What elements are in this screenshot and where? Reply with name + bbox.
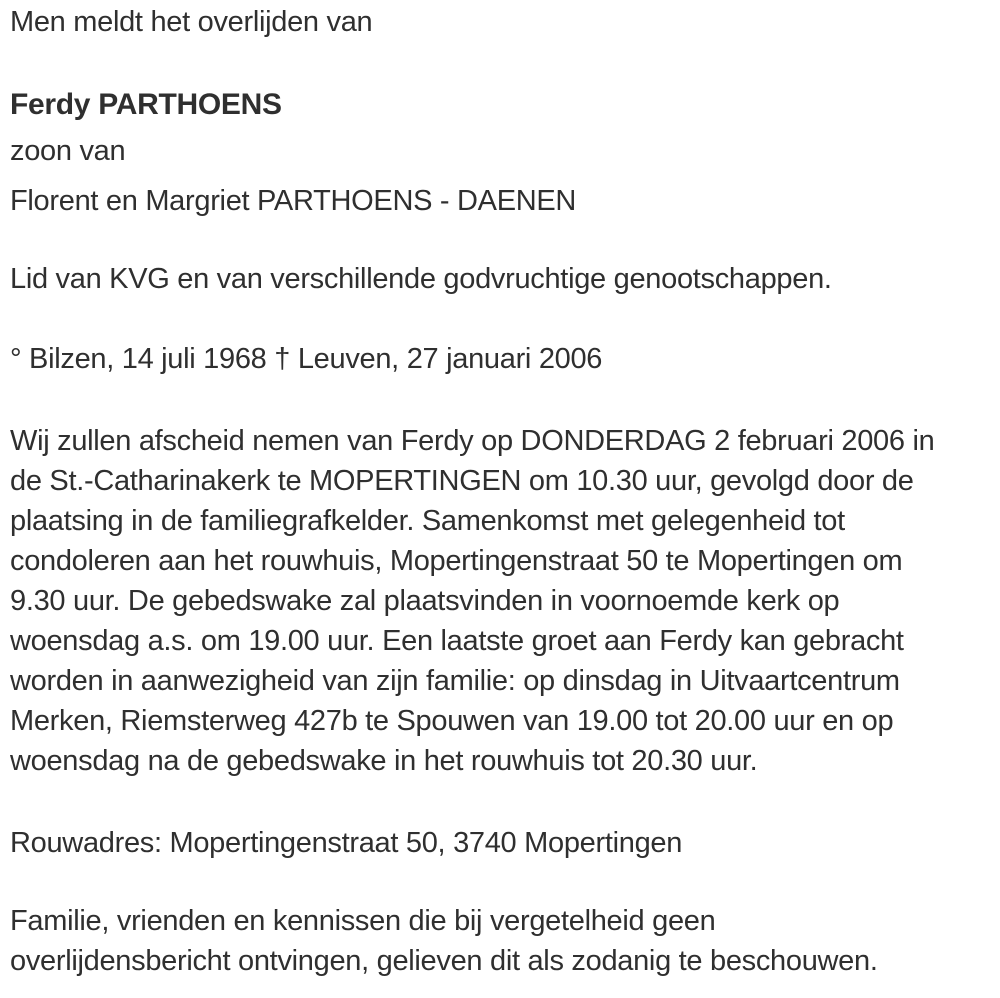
life-dates-line: ° Bilzen, 14 juli 1968 † Leuven, 27 januari 2006 (10, 343, 603, 375)
ceremony-line: woensdag na de gebedswake in het rouwhuis tot 20.30 uur. (10, 745, 758, 777)
ceremony-line: 9.30 uur. De gebedswake zal plaatsvinden in voornoemde kerk op (10, 585, 840, 617)
ceremony-line: worden in aanwezigheid van zijn familie: op dinsdag in Uitvaartcentrum (10, 665, 900, 697)
closing-line: overlijdensbericht ontvingen, gelieven dit als zodanig te beschouwen. (10, 945, 878, 977)
ceremony-line: woensdag a.s. om 19.00 uur. Een laatste groet aan Ferdy kan gebracht (10, 625, 904, 657)
intro-line: Men meldt het overlijden van (10, 6, 373, 38)
parents-line: Florent en Margriet PARTHOENS - DAENEN (10, 185, 577, 217)
deceased-name: Ferdy PARTHOENS (10, 88, 282, 121)
ceremony-line: Wij zullen afscheid nemen van Ferdy op DONDERDAG 2 februari 2006 in (10, 425, 935, 457)
ceremony-line: de St.-Catharinakerk te MOPERTINGEN om 10.30 uur, gevolgd door de (10, 465, 914, 497)
relation-line: zoon van (10, 135, 126, 167)
ceremony-line: Merken, Riemsterweg 427b te Spouwen van 19.00 tot 20.00 uur en op (10, 705, 894, 737)
ceremony-line: plaatsing in de familiegrafkelder. Samenkomst met gelegenheid tot (10, 505, 845, 537)
closing-paragraph (10, 901, 1000, 981)
ceremony-paragraph (10, 421, 1000, 781)
membership-line: Lid van KVG en van verschillende godvruchtige genootschappen. (10, 263, 832, 295)
ceremony-line: condoleren aan het rouwhuis, Mopertingenstraat 50 te Mopertingen om (10, 545, 903, 577)
mourning-address-line: Rouwadres: Mopertingenstraat 50, 3740 Mopertingen (10, 827, 683, 859)
closing-line: Familie, vrienden en kennissen die bij vergetelheid geen (10, 905, 716, 937)
